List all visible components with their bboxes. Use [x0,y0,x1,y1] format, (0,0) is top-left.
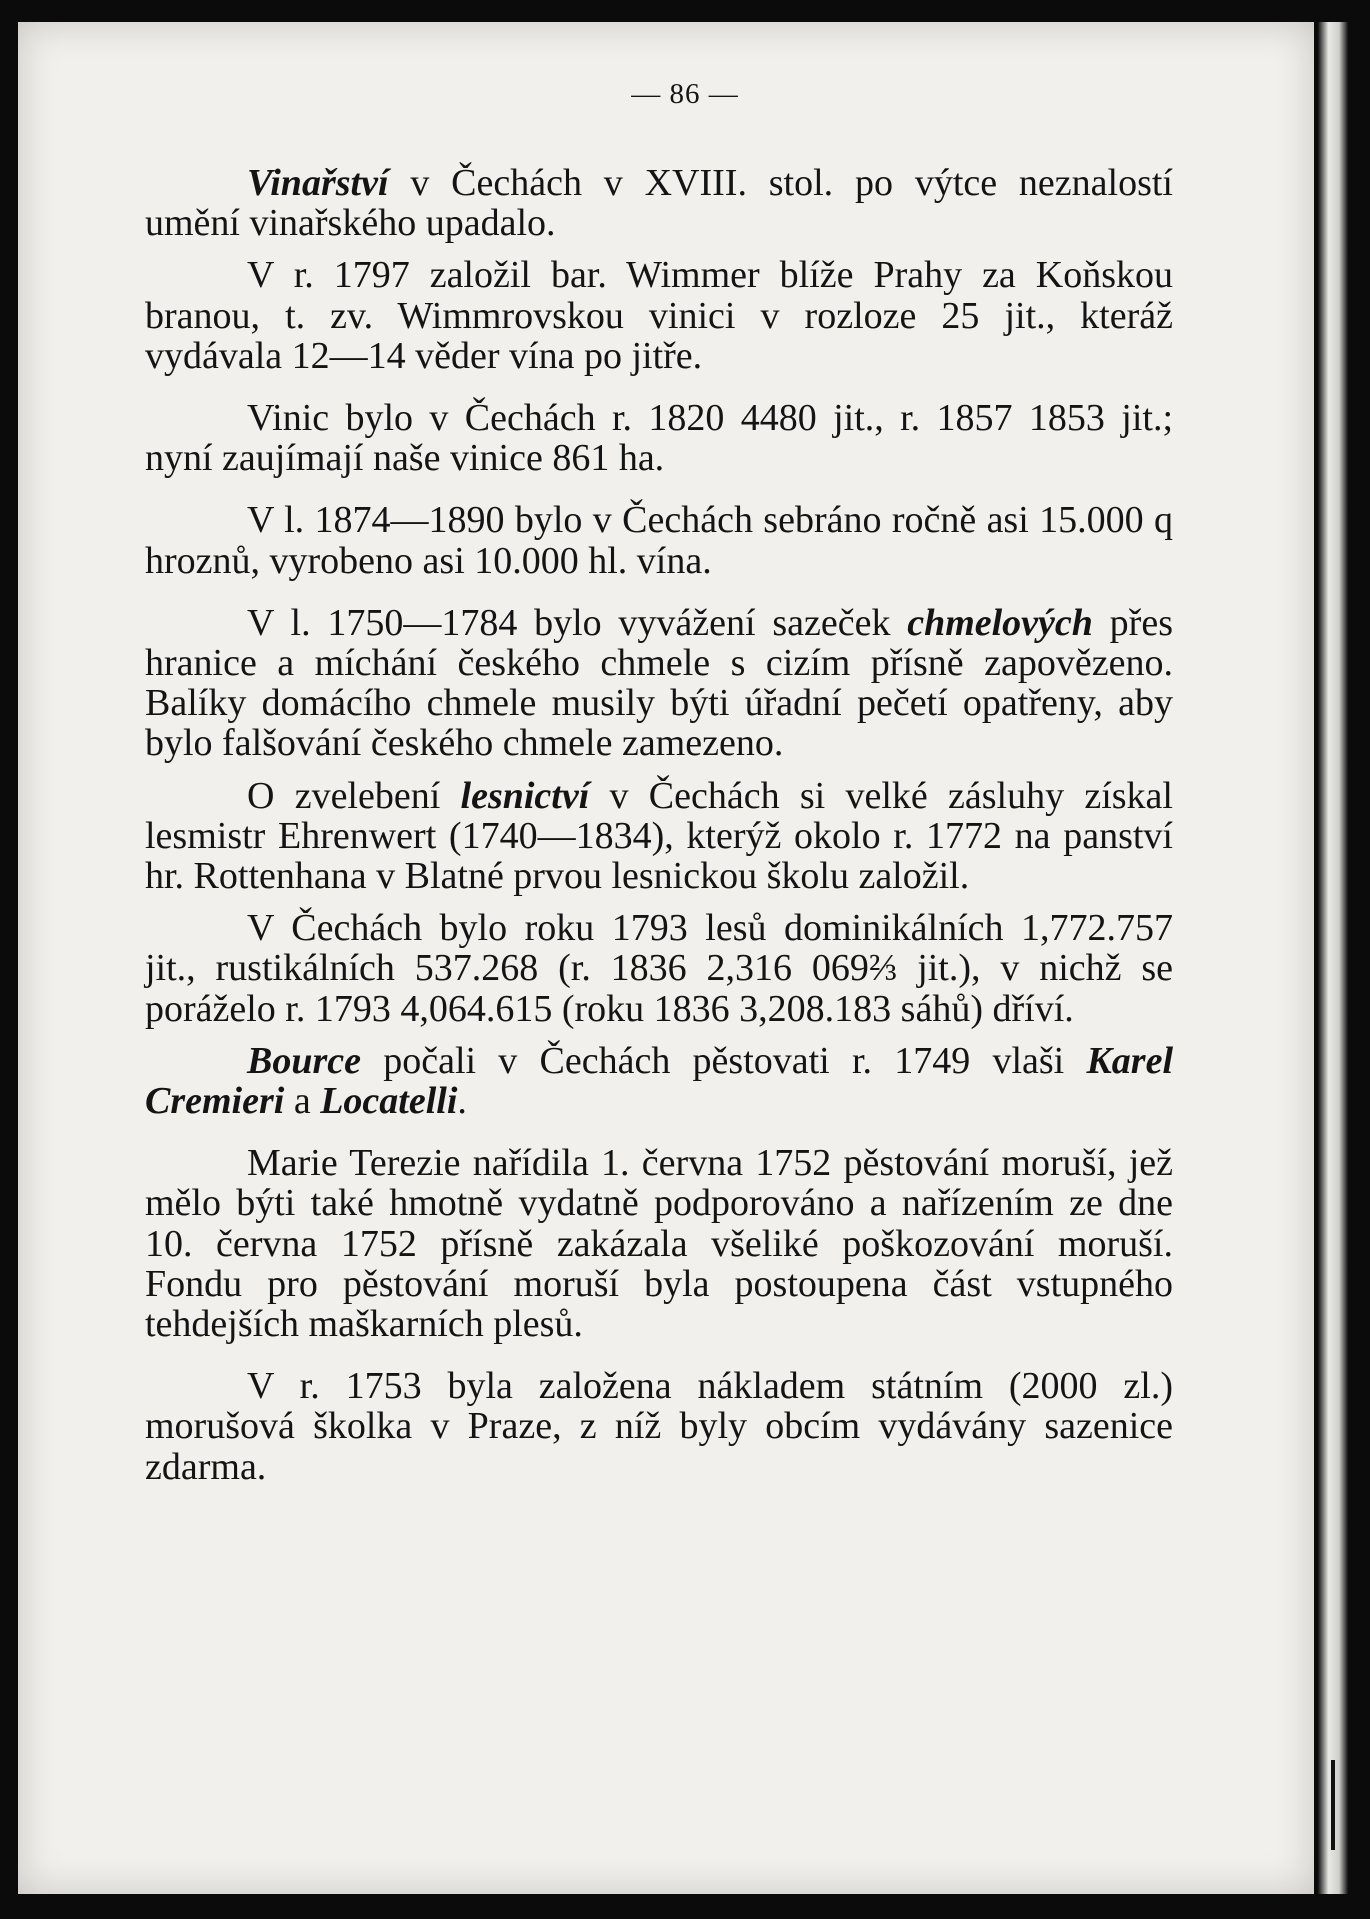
book-spine-edge [1318,22,1348,1894]
paragraph-text: V l. 1874—1890 bylo v Čechách sebráno ročně asi 15.000 q hroznů, vyrobeno asi 10.000 hl. vína. [145,499,1173,582]
page-number: — 86 — [631,78,739,110]
paragraph-text: a [284,1080,321,1123]
paragraph-grape-harvest [145,500,1173,580]
paragraph-text: V l. 1750—1784 bylo vyvážení sazeček [247,601,908,644]
paragraph-mulberry-nursery [145,1366,1173,1487]
paragraph-text: v Čechách v XVIII. stol. po výtce neznalostí umění vinařského upadalo. [145,162,1173,245]
paragraph-text: V Čechách bylo roku 1793 lesů dominikálních 1,772.757 jit., rustikálních 537.268 (r. 1836 2,316 069⅔ jit.), v nichž se poráželo r. 1793 4,064.615 (roku 1836 3,208.183 sáhů) dříví. [145,907,1173,1030]
paragraph-maria-theresa [145,1143,1173,1344]
paragraph-vineyard-area [145,398,1173,478]
spine-shadow-line [1331,1760,1335,1850]
paragraph-text: O zvelebení [247,774,461,817]
paragraph-viticulture [145,163,1173,243]
name-locatelli: Locatelli [320,1080,458,1123]
paragraph-text: V r. 1797 založil bar. Wimmer blíže Prahy za Koňskou branou, t. zv. Wimmrovskou vinici v rozloze 25 jit., kteráž vydávala 12—14 věder vína po jitře. [145,254,1173,377]
paragraph-text: v Čechách si velké zásluhy získal lesmistr Ehrenwert (1740—1834), kterýž okolo r. 1772 na panství hr. Rottenhana v Blatné prvou lesnickou školu založil. [145,774,1173,898]
paragraph-text: přes hranice a míchání českého chmele s cizím přísně zapovězeno. Balíky domácího chmele musily býti úřadní pečetí opatřeny, aby bylo falšování českého chmele zamezeno. [145,601,1173,765]
paragraph-forests-1793 [145,908,1173,1029]
name-cremieri: Karel Cremieri [145,1039,1173,1123]
paragraph-text: počali v Čechách pěstovati r. 1749 vlaši [361,1039,1087,1082]
paragraph-forestry [145,776,1173,897]
term-lesnictvi: lesnictví [460,774,590,817]
paragraph-text: Marie Terezie nařídila 1. června 1752 pěstování moruší, jež mělo býti také hmotně vydatně podporováno a nařízením ze dne 10. června 1752 přísně zakázala všeliké poškozování moruší. Fondu pro pěstování moruší byla postoupena část vstupného tehdejších maškarních plesů. [145,1142,1173,1346]
paragraph-wimmer [145,255,1173,376]
paragraph-hops [145,603,1173,764]
term-chmelovych: chmelových [907,601,1093,644]
term-vinarstvi: Vinařství [247,162,389,204]
term-bource: Bource [247,1039,361,1082]
paragraph-text: V r. 1753 byla založena nákladem státním (2000 zl.) morušová školka v Praze, z níž byly obcím vydávány sazenice zdarma. [145,1365,1173,1488]
paragraph-text: Vinic bylo v Čechách r. 1820 4480 jit., r. 1857 1853 jit.; nyní zaujímají naše vinice 861 ha. [145,397,1173,480]
paragraph-silkworms [145,1041,1173,1121]
page-text [145,163,1173,1487]
paragraph-text: . [457,1080,467,1123]
